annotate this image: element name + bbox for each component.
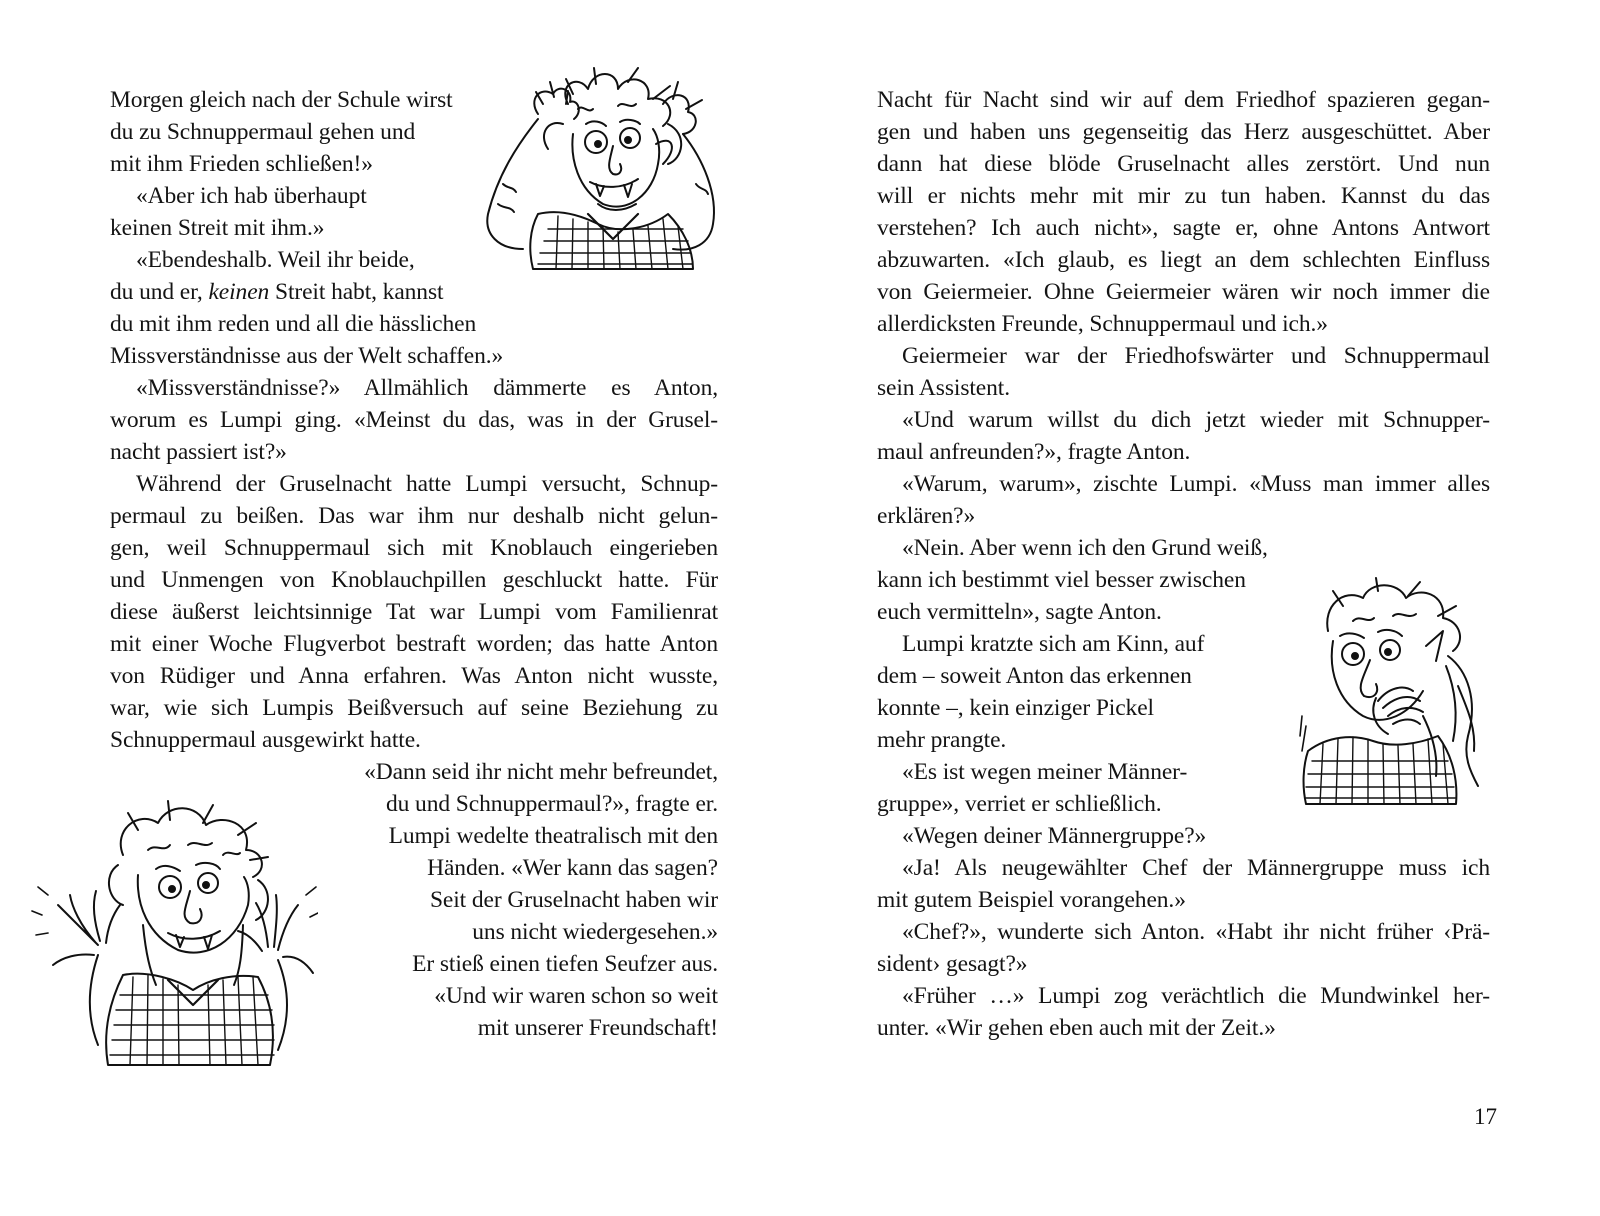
text-line: Morgen gleich nach der Schule wirst: [110, 87, 453, 113]
text-run: du und er,: [110, 279, 209, 305]
text-line: mehr prangte.: [877, 727, 1007, 753]
text-line: konnte –, kein einziger Pickel: [877, 695, 1154, 721]
text-line: «Und warum willst du dich jetzt wieder mit Schnupper-: [902, 407, 1490, 433]
text-line: gruppe», verriet er schließlich.: [877, 791, 1162, 817]
text-line: will er nichts mehr mit mir zu tun haben. Kannst du das: [877, 183, 1490, 209]
text-line: mit gutem Beispiel vorangehen.»: [877, 887, 1186, 913]
text-line: sident› gesagt?»: [877, 951, 1028, 977]
text-line: Während der Gruselnacht hatte Lumpi versucht, Schnup-: [136, 471, 718, 497]
text-line: erklären?»: [877, 503, 976, 529]
text-line: maul anfreunden?», fragte Anton.: [877, 439, 1191, 465]
text-line: «Ebendeshalb. Weil ihr beide,: [136, 247, 415, 273]
text-line: «Chef?», wunderte sich Anton. «Habt ihr nicht früher ‹Prä-: [902, 919, 1490, 945]
text-line: gen, weil Schnuppermaul sich mit Knoblauch eingerieben: [110, 535, 718, 561]
vampire-head-clutching-illustration: [478, 64, 723, 274]
text-line: Nacht für Nacht sind wir auf dem Friedhof spazieren gegan-: [877, 87, 1490, 113]
text-line: verstehen? Ich auch nicht», sagte er, ohne Antons Antwort: [877, 215, 1490, 241]
text-line: «Ja! Als neugewählter Chef der Männergruppe muss ich: [902, 855, 1490, 881]
text-line: mit einer Woche Flugverbot bestraft worden; das hatte Anton: [110, 631, 718, 657]
text-line: nacht passiert ist?»: [110, 439, 287, 465]
text-line: «Früher …» Lumpi zog verächtlich die Mundwinkel her-: [902, 983, 1490, 1009]
text-line: du mit ihm reden und all die hässlichen: [110, 311, 477, 337]
text-line: Missverständnisse aus der Welt schaffen.»: [110, 343, 504, 369]
vampire-scratching-chin-illustration: [1298, 576, 1488, 808]
text-line: Händen. «Wer kann das sagen?: [427, 855, 718, 881]
text-line: keinen Streit mit ihm.»: [110, 215, 325, 241]
text-line: kann ich bestimmt viel besser zwischen: [877, 567, 1246, 593]
text-line: und Unmengen von Knoblauchpillen geschluckt hatte. Für: [110, 567, 718, 593]
text-line: Schnuppermaul ausgewirkt hatte.: [110, 727, 421, 753]
text-line: von Rüdiger und Anna erfahren. Was Anton nicht wusste,: [110, 663, 718, 689]
text-line: «Missverständnisse?» Allmählich dämmerte es Anton,: [136, 375, 718, 401]
text-line: «Aber ich hab überhaupt: [136, 183, 367, 209]
text-run: Streit habt, kannst: [269, 279, 444, 305]
page-number: 17: [1474, 1104, 1497, 1129]
text-line: dem – soweit Anton das erkennen: [877, 663, 1192, 689]
text-line: «Und wir waren schon so weit: [434, 983, 718, 1009]
text-line: du zu Schnuppermaul gehen und: [110, 119, 416, 145]
text-line: sein Assistent.: [877, 375, 1010, 401]
text-line: allerdicksten Freunde, Schnuppermaul und ich.»: [877, 311, 1328, 337]
text-line: worum es Lumpi ging. «Meinst du das, was in der Grusel-: [110, 407, 718, 433]
text-line: [110, 276, 443, 308]
vampire-waving-hands-illustration: [28, 795, 318, 1067]
text-line: permaul zu beißen. Das war ihm nur deshalb nicht gelun-: [110, 503, 718, 529]
text-line: mit unserer Freundschaft!: [477, 1015, 718, 1041]
text-line: «Warum, warum», zischte Lumpi. «Muss man immer alles: [902, 471, 1490, 497]
text-line: euch vermitteln», sagte Anton.: [877, 599, 1162, 625]
text-line: «Wegen deiner Männergruppe?»: [902, 823, 1207, 849]
text-line: abzuwarten. «Ich glaub, es liegt an dem schlechten Einfluss: [877, 247, 1490, 273]
right-page: [800, 0, 1600, 1216]
text-line: du und Schnuppermaul?», fragte er.: [385, 791, 718, 817]
text-line: Er stieß einen tiefen Seufzer aus.: [412, 951, 718, 977]
text-line: «Nein. Aber wenn ich den Grund weiß,: [902, 535, 1268, 561]
text-line: diese äußerst leichtsinnige Tat war Lumpi vom Familienrat: [110, 599, 718, 625]
emphasized-word: keinen: [208, 279, 270, 305]
text-line: Lumpi kratzte sich am Kinn, auf: [902, 631, 1205, 657]
text-line: Geiermeier war der Friedhofswärter und Schnuppermaul: [902, 343, 1490, 369]
text-line: von Geiermeier. Ohne Geiermeier wären wir noch immer die: [877, 279, 1490, 305]
text-line: uns nicht wiedergesehen.»: [472, 919, 718, 945]
text-line: unter. «Wir gehen eben auch mit der Zeit.»: [877, 1015, 1276, 1041]
text-line: mit ihm Frieden schließen!»: [110, 151, 373, 177]
text-line: war, wie sich Lumpis Beißversuch auf seine Beziehung zu: [110, 695, 718, 721]
text-line: Lumpi wedelte theatralisch mit den: [388, 823, 718, 849]
text-line: Seit der Gruselnacht haben wir: [429, 887, 718, 913]
text-line: gen und haben uns gegenseitig das Herz ausgeschüttet. Aber: [877, 119, 1490, 145]
text-line: dann hat diese blöde Gruselnacht alles zerstört. Und nun: [877, 151, 1490, 177]
text-line: «Dann seid ihr nicht mehr befreundet,: [364, 759, 718, 785]
text-line: «Es ist wegen meiner Männer-: [902, 759, 1188, 785]
